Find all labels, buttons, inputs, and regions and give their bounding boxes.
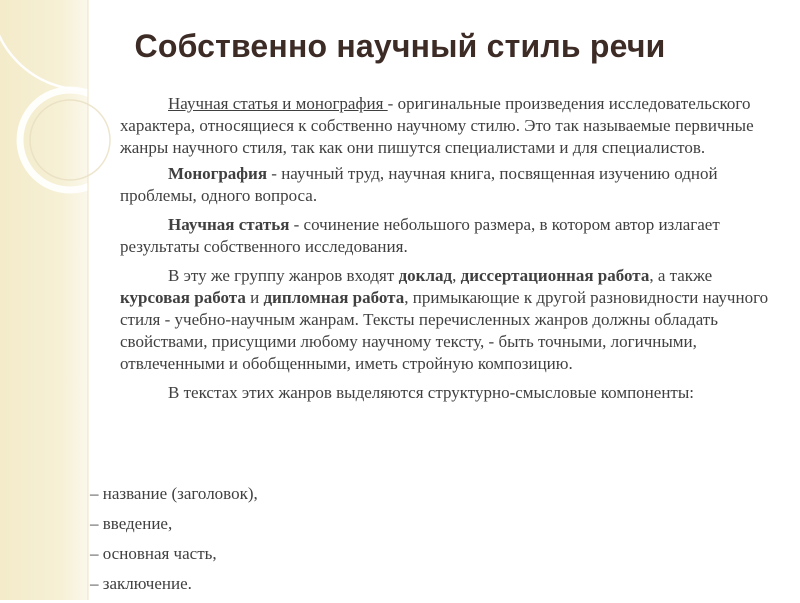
term-scientific-article: Научная статья — [168, 215, 290, 234]
term-report: доклад — [398, 266, 453, 285]
paragraph-text: - научный труд, научная книга, посвященная изучению одной проблемы, одного вопроса. — [120, 164, 718, 205]
paragraph-text: В текстах этих жанров выделяются структурно-смысловые компоненты: — [168, 383, 694, 402]
paragraph-text: - оригинальные произведения исследовательского характера, относящиеся к собственно научному стилю. Это так называемые первичные жанры научного стиля, так как они пишутся специалистами и для специалистов. — [120, 94, 754, 157]
term-coursework: курсовая работа — [120, 288, 246, 307]
list-item: – название (заголовок), — [90, 484, 258, 503]
paragraph-text: В эту же группу жанров входят — [168, 266, 399, 285]
slide-body — [120, 93, 780, 406]
paragraph-text: , а также — [649, 266, 713, 285]
slide-title: Собственно научный стиль речи — [134, 28, 666, 64]
components-list — [90, 483, 590, 603]
paragraph-text: - сочинение небольшого размера, в котором автор излагает результаты собственного исследования. — [120, 215, 720, 256]
paragraph-text: , примыкающие к другой разновидности научного стиля - учебно-научным жанрам. Тексты перечисленных жанров должны обладать свойствами, присущими любому научному тексту, - быть точными, логичными, отвлеченными и обобщенными, иметь стройную композицию. — [120, 288, 769, 373]
paragraph-related-genres — [120, 265, 780, 375]
list-item: – основная часть, — [90, 544, 217, 563]
list-item: – заключение. — [90, 574, 192, 593]
term-dissertation: диссертационная работа — [460, 266, 650, 285]
paragraph-monograph — [120, 163, 780, 207]
term-monograph: Монография — [168, 164, 268, 183]
term-article-and-monograph: Научная статья и монография — [168, 94, 388, 113]
paragraph-scientific-article — [120, 214, 780, 258]
paragraph-article-monograph — [120, 93, 780, 159]
list-item: – введение, — [90, 514, 173, 533]
paragraph-text: , — [452, 266, 461, 285]
paragraph-components-intro — [120, 382, 780, 404]
paragraph-text: и — [245, 288, 264, 307]
term-diploma-work: дипломная работа — [263, 288, 405, 307]
